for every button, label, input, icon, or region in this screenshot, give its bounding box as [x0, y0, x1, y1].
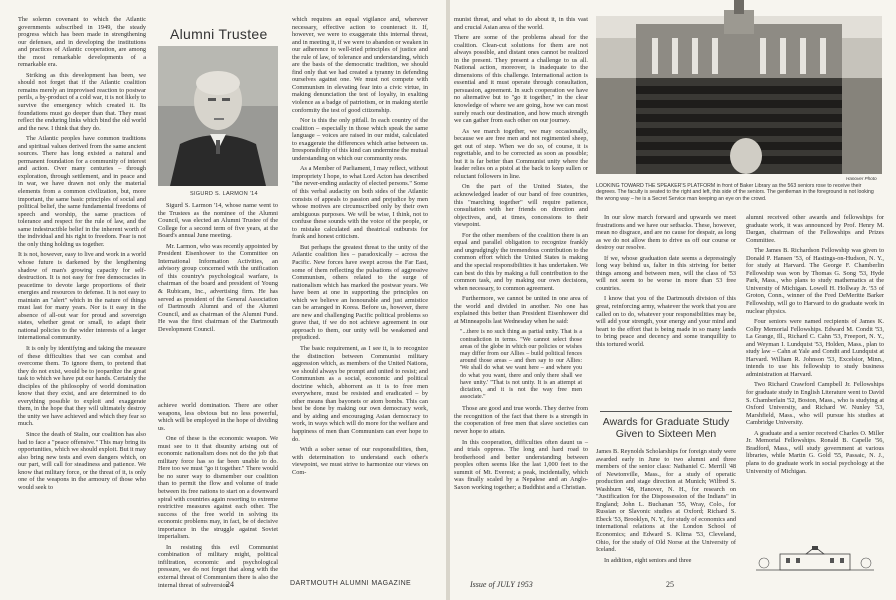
- right-page: [450, 0, 896, 600]
- photo-credit: Hanover Photo: [846, 176, 877, 181]
- magazine-name-footer: DARTMOUTH ALUMNI MAGAZINE: [290, 580, 412, 587]
- paragraph: alumni received other awards and fellowships for graduate work, it was announced by Prof. Henry M. Dargan, chairman of the Fellowships and Prizes Committee.: [746, 214, 884, 244]
- commencement-photo: [596, 16, 882, 174]
- paragraph: Two Richard Crawford Campbell Jr. Fellowships for graduate study in English Literature went to David S. Chamberlain '52, Boston, Mass., who is studying at Oxford University, and Richard W. Nunley '53, Marshfield, Mass., who will pursue his studies at Cambridge University.: [746, 381, 884, 427]
- right-page-number: 25: [666, 580, 674, 589]
- paragraph: The basic requirement, as I see it, is to recognize the distinction between Communist military aggression which, as members of the United Nations, we should always be prompt and united to resist; and Communism as a social, economic and political doctrine which, abhorrent as it is to free men everywhere, must be resisted and eradicated – by other means than bayonets or atom bombs. This can best be done by making our own democracy work, and by aiding and encouraging Asian democracy to work, in ways which will do more for the welfare and happiness of men than Communism can ever hope to do.: [292, 344, 428, 443]
- left-page: [0, 0, 446, 600]
- paragraph: which requires an equal vigilance and, wherever necessary, effective action to counteract it. If, however, we were to exaggerate this internal threat, and in meeting it, if we were to abandon or weaken in our adherence to well-tried principles of justice and the rule of law, of tolerance and understanding, which are the basis of the democratic tradition, we should find only that we had created a tyranny in defending ourselves against one. We must not compete with Communism in elevating fear into a civic virtue, in making denunciation the test of loyalty, in exalting violence as a badge of patriotism, or in making sterile conformity the test of good citizenship.: [292, 16, 428, 114]
- section-divider: [600, 411, 732, 412]
- paragraph: On the part of the United States, the acknowledged leader of our band of free countries, this "marching together" will require patience, consultation with her friends on direction and objectives, and, at times, concessions to their viewpoint.: [454, 183, 588, 229]
- paragraph: It is only by identifying and taking the measure of these difficulties that we can combat and overcome them. To ignore them, to pretend that they do not exist, would be to jeopardize the great task to which we have put our hands. Certainly the disciples of the philosophy of world domination know that they exist, and are determined to do everything possible to exploit and exaggerate them, in the hope that they will ultimately destroy the unity we have achieved and which they fear so much.: [18, 344, 146, 428]
- right-column-2-bottom: [596, 448, 736, 574]
- issue-date-footer: Issue of JULY 1953: [470, 580, 533, 589]
- paragraph: James B. Reynolds Scholarships for foreign study were awarded early in June to two alumni and three members of the senior class: Nathaniel C. Merrill '48 of Newtonville, Mass., for a study of operatic production and stage direction at Munich; Wilfred S. Washburn '48, Hanover, N. H., for research on "Justification for the Dispossession of the Indians" in England; John L. Buchanan '55, Wray, Colo., for Russian or Slavonic studies at Oxford; Richard S. Ebeck '53, Brooklyn, N. Y., for study of economics and international relations at the London School of Economics; and Edward S. Klima '53, Cleveland, Ohio, for the study of Old Norse at the University of Iceland.: [596, 448, 736, 554]
- paragraph: In this cooperation, difficulties often daunt us – and trials oppress. The long and hard road to brotherhood and better understanding between peoples often seems like the last 1,000 feet to the summit of Mt. Everest; a peak, incidentally, which was finally scaled by a Nepalese and an Anglo-Saxon working together; a Buddhist and a Christian.: [454, 438, 588, 491]
- paragraph: For the other members of the coalition there is an equal and parallel obligation to recognize frankly and ungrudgingly the tremendous contribution to the common effort which the United States is making and the special responsibilities it has undertaken. We can best do this by making a full contribution to the common task, and by making our own decisions, when necessary, to common agreement.: [454, 231, 588, 292]
- paragraph: Furthermore, we cannot be united in one area of the world and divided in another. No one has explained this better than President Eisenhower did at Minneapolis last Wednesday when he said:: [454, 295, 588, 325]
- left-page-number: 24: [226, 580, 234, 589]
- paragraph: In resisting this evil Communist combination of military might, political infiltration, economic and psychological pressure, we do not forget that along with the external threat of Communism there is also the internal threat of subversion: [158, 543, 278, 589]
- paragraph: It is not, however, easy to live and work in a world whose future is darkened by the lengthening shadow of man's growing capacity for self-destruction. It is not easy for free democracies in peacetime to devote large proportions of their energies and resources to defense. It is not easy to maintain an "alert" which in the nature of things must last for many years. Nor is it easy in the absence of all-out war for proud and sovereign states, whether great or small, to adapt their national policies to the wider interests of a larger international community.: [18, 251, 146, 342]
- paragraph: Those are good and true words. They derive from the recognition of the fact that there is a strength in the cooperation of free men that slave societies can never hope to attain.: [454, 405, 588, 435]
- right-column-1: [454, 16, 588, 574]
- paragraph: The Atlantic peoples have common traditions and spiritual values derived from the same ancient sources. There has long existed a natural and permanent foundation for a community of interest and action. Over many centuries – through exploration, through settlement, and in peace and in war, we have drawn not only the material elements from a common civilization, but, more important, the same basic principles of social and political belief, the same fundamental freedoms of speech and worship, the same practices of tolerance and respect for the rule of law, and the same indestructible belief in the inherent worth of the individual and his right to freedom. Fear is not the only thing holding us together.: [18, 135, 146, 248]
- paragraph: But perhaps the greatest threat to the unity of the Atlantic coalition lies – paradoxically – across the Pacific. New forces have swept across the Far East, some of them reflecting the pulsations of aggressive Communism, others related to the surge of nationalism which has marked the postwar years. We have been at one in supporting the principles on which we believe an honourable and just armistice can be arranged in Korea. Before us, however, there are new and challenging Pacific political problems so grave that, if we do not achieve agreement in our approach to them, our unity will be weakened and prejudiced.: [292, 243, 428, 342]
- left-column-1: [18, 16, 146, 572]
- paragraph: There are some of the problems ahead for the coalition. Clean-cut solutions for them are not always possible, and distant ones cannot be realized in the present. They present a challenge to us all. National action, moreover, is inadequate to the dimensions of this challenge. International action is essential and it must operate through consultation, persuasion, agreement. In such cooperation we have no alternative but to "go it together," in the clear knowledge of where we are going, how we can most surely reach our destination, and how much strength we can gather from each other on our journey.: [454, 34, 588, 125]
- left-column-2-top: [158, 202, 278, 400]
- awards-heading: Awards for Graduate Study Given to Sixteen Men: [602, 416, 730, 440]
- building-sketch: [746, 546, 884, 572]
- commencement-image: [596, 16, 882, 174]
- paragraph: With a sober sense of our responsibilities, then, with determination to understand each other's viewpoint, we must strive to harmonize our views on Com-: [292, 446, 428, 476]
- paragraph: In addition, eight seniors and three: [604, 556, 692, 564]
- portrait-caption: SIGURD S. LARMON '14: [190, 191, 258, 197]
- right-column-2-top: [596, 214, 736, 400]
- paragraph: Sigurd S. Larmon '14, whose name went to the Trustees as the nominee of the Alumni Council, was elected an Alumni Trustee of the College for a second term of five years, at the Board's annual June meeting.: [158, 202, 278, 240]
- paragraph: If we, whose graduation date seems a depressingly long way behind us, falter in this striving for better things among and between men, will the class of '53 will not seem to be worse in more than 53 free countries.: [596, 254, 736, 292]
- campus-building-illustration: [746, 546, 884, 572]
- paragraph: achieve world domination. There are other weapons, less obvious but no less powerful, which will be employed in the hope of dividing us.: [158, 402, 278, 432]
- paragraph: As we march together, we may occasionally, because we are free men and not regimented sheep, get out of step. When we do so, of course, it is regrettable, and to be corrected as soon as possible; but it is far better than Communist unity where the leader relies on a pistol at the back to keep sullen or reluctant followers in line.: [454, 127, 588, 180]
- paragraph: I know that you of the Dartmouth division of this great, reinforcing army, whatever the work that you are called on to do, whatever your responsibilities may be, will add your strength, your energy and your mind and heart to the effort that is being made in so many lands to bring peace and decency and some tranquillity to this tortured world.: [596, 295, 736, 348]
- eisenhower-quote: "...there is no such thing as partial unity. That is a contradiction in terms. "We cannot select those areas of the globe in which our policies or wishes may differ from our Allies – build political fences around those areas – and then say to our Allies: 'We shall do what we want here – and where you do what you want, there and only there shall we have unity.' "That is not unity. It is an attempt at dictation, and it is not the way free men associate.": [460, 329, 582, 401]
- paragraph: A graduate and a senior received Charles O. Miller Jr. Memorial Fellowships. Ronald B. Capelle '56, Bradford, Mass., will study government at various libraries, while Martin G. Gold '55, Passaic, N. J., plans to do graduate work in social psychology at the University of Michigan.: [746, 429, 884, 475]
- trustee-portrait-photo: [158, 46, 278, 186]
- paragraph: The James B. Richardson Fellowship was given to Donald P. Hansen '53, of Hastings-on-Hudson, N. Y., for study at Harvard. The George F. Chamberlin Fellowship was won by Thomas G. Song '53, Hyde Park, Mass., who plans to study mathematics at the University of Michigan. Lowell H. Hollway Jr. '53 of Groton, Conn., winner of the Fred DeMeritte Barker Fellowship, will go to Harvard to do graduate work in nuclear physics.: [746, 247, 884, 315]
- paragraph: The solemn covenant to which the Atlantic governments subscribed in 1949, the steady progress which has been made in strengthening our defenses, and in developing the institutions and practices of Atlantic cooperation, are among the most remarkable developments of a remarkable era.: [18, 16, 146, 69]
- left-column-3: [292, 16, 428, 574]
- paragraph: Since the death of Stalin, our coalition has also had to face a "peace offensive." This may bring its opportunities, which we should exploit. But it may also bring new tests and even dangers which, on our part, will call for steadiness and patience. We know that military force, or the threat of it, is only one of the weapons in the armoury of those who would seek to: [18, 430, 146, 491]
- portrait-image: [158, 46, 278, 186]
- paragraph: Striking as this development has been, we should not forget that if the Atlantic coalition remains merely an improvised reaction to postwar perils, a by-product of a cold war, it is not likely to survive the emergency which created it. Its foundations must go deeper than that. They must reflect the enduring links which bind the old world and the new. I think that they do.: [18, 71, 147, 132]
- paragraph: Nor is this the only pitfall. In each country of the coalition – especially in those which speak the same language – voices are raised in our midst, calculated to exaggerate the differences which arise between us. Irresponsibility of this kind can undermine the mutual understanding on which our community rests.: [292, 117, 428, 162]
- paragraph: Four seniors were named recipients of James K. Colby Memorial Fellowships. Edward M. Condit '53, La Grange, Ill., Richard C. Cahn '53, Freeport, N. Y., and Weyman I. Lundquist '53, Holden, Mass., plan to study law – Cahn at Yale and Condit and Lundquist at Harvard. William R. Johnson '53, Excelsior, Minn., intends to use his fellowship to study business administration at Harvard.: [746, 318, 884, 378]
- commencement-caption: LOOKING TOWARD THE SPEAKER'S PLATFORM in front of Baker Library as the 563 seniors rose to receive their degrees. The faculty is seated to the right and left, this side of the seniors. The gentleman in the foreground is not looking the wrong way – he is a Secret Service man keeping an eye on the crowd.: [596, 183, 874, 202]
- paragraph: In our slow march forward and upwards we meet frustrations and we have our setbacks. These, however, mean no disgrace, and are no cause for despair, as long as we do not allow them to drive us off our course or destroy our resolve.: [596, 214, 736, 252]
- paragraph: munist threat, and what to do about it, in this vast and crucial Asian area of the world.: [454, 16, 588, 31]
- paragraph: Mr. Larmon, who was recently appointed by President Eisenhower to the Committee on International Information Activities, an advisory group concerned with the unification of this country's psychological warfare, is chairman of the board and president of Young & Rubicam, Inc., advertising firm. He has served as president of the General Association of Dartmouth Alumni and of the Alumni Council, and as chairman of the Alumni Fund. He was the first chairman of the Dartmouth Development Council.: [158, 242, 278, 333]
- paragraph: One of these is the economic weapon. We must see to it that disunity arising out of economic nationalism does not do the job that military force has so far been unable to do. Here too we must "go it together." There would be no surer way to dismember our coalition than to permit the flow and volume of trade between its free nations to start on a downward spiral with countries again resorting to extreme restrictive measures against each other. The success of the free world in solving its economic problems may, in fact, be of decisive importance in the struggle against Soviet imperialism.: [158, 435, 278, 541]
- paragraph: As a Member of Parliament, I may reflect, without impropriety I hope, to what Lord Acton has described "the never-ending audacity of elected persons." Some of this verbal audacity on both sides of the Atlantic consists of appeals to passion and prejudice by men whose motives are circumscribed only by their own ambiguous purposes. We will be wise, I think, not to confuse these sounds with the voice of the people, or to mistake calculated and theatrical outbursts for frank and honest criticism.: [292, 165, 428, 241]
- right-column-3: [746, 214, 884, 546]
- article-title: Alumni Trustee: [170, 26, 268, 42]
